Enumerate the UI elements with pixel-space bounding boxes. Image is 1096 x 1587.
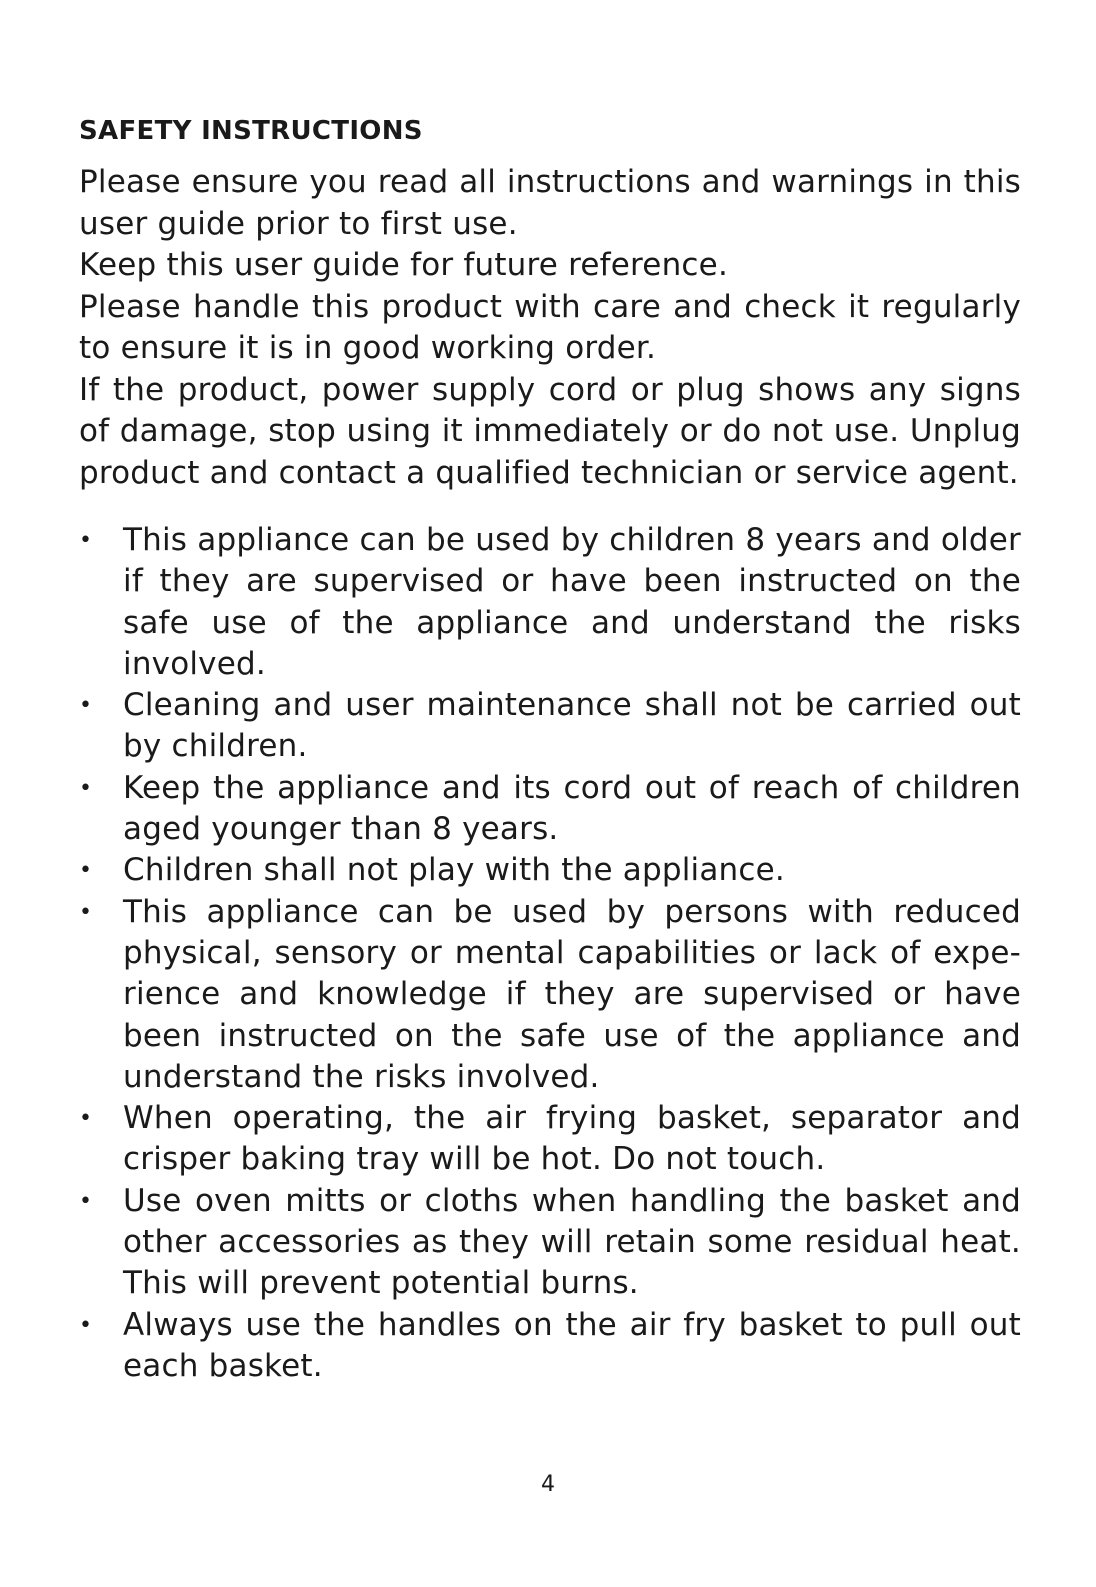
- bullet-icon: •: [79, 693, 93, 719]
- intro-paragraph: Please ensure you read all instructions and warnings in this user guide prior to first use.: [79, 164, 1021, 242]
- bullet-icon: •: [79, 1188, 93, 1214]
- bullet-text: Always use the handles on the air fry basket to pull out each basket.: [123, 1306, 1021, 1384]
- page-number: 4: [541, 1472, 555, 1497]
- bullet-text: Children shall not play with the appliance.: [123, 852, 785, 889]
- bullet-icon: •: [79, 528, 93, 553]
- bullet-text: When operating, the air frying basket, separator and crisper baking tray will be hot. Do not touch.: [123, 1100, 1021, 1178]
- list-item: [79, 1098, 1021, 1181]
- bullet-icon: •: [79, 899, 93, 925]
- list-item: [79, 520, 1021, 685]
- list-item: [79, 1181, 1021, 1305]
- intro-paragraph: Keep this user guide for future reference.: [79, 247, 729, 283]
- page-content: [79, 112, 1021, 1387]
- list-item: [79, 768, 1021, 851]
- bullet-icon: •: [79, 1312, 93, 1338]
- bullet-text: This appliance can be used by persons with reduced physical, sensory or mental capabilities or lack of expe-rience and knowledge if they are supervised or have been instructed on the safe use of the appliance and understand the risks involved.: [123, 893, 1021, 1095]
- bullet-icon: •: [79, 1106, 93, 1132]
- bullet-text: Use oven mitts or cloths when handling the basket and other accessories as they will retain some residual heat. This will prevent potential burns.: [123, 1182, 1021, 1302]
- section-heading: SAFETY INSTRUCTIONS: [79, 116, 423, 146]
- intro-paragraph: Please handle this product with care and check it regularly to ensure it is in good working order.: [79, 288, 1021, 366]
- bullet-text: Cleaning and user maintenance shall not be carried out by children.: [123, 687, 1021, 765]
- list-item: [79, 850, 1021, 891]
- bullet-icon: •: [79, 775, 93, 801]
- list-item: [79, 1305, 1021, 1388]
- bullet-text: This appliance can be used by children 8 years and older if they are supervised or have been instructed on the safe use of the appliance and understand the risks involved.: [123, 522, 1021, 682]
- safety-bullet-list: [79, 520, 1021, 1387]
- bullet-icon: •: [79, 858, 93, 884]
- intro-paragraphs: [79, 162, 1021, 494]
- bullet-text: Keep the appliance and its cord out of reach of children aged younger than 8 years.: [123, 769, 1021, 848]
- list-item: [79, 685, 1021, 768]
- intro-paragraph: If the product, power supply cord or plug shows any signs of damage, stop using it immediately or do not use. Unplug product and contact a qualified technician or service agent.: [79, 371, 1021, 491]
- list-item: [79, 892, 1021, 1098]
